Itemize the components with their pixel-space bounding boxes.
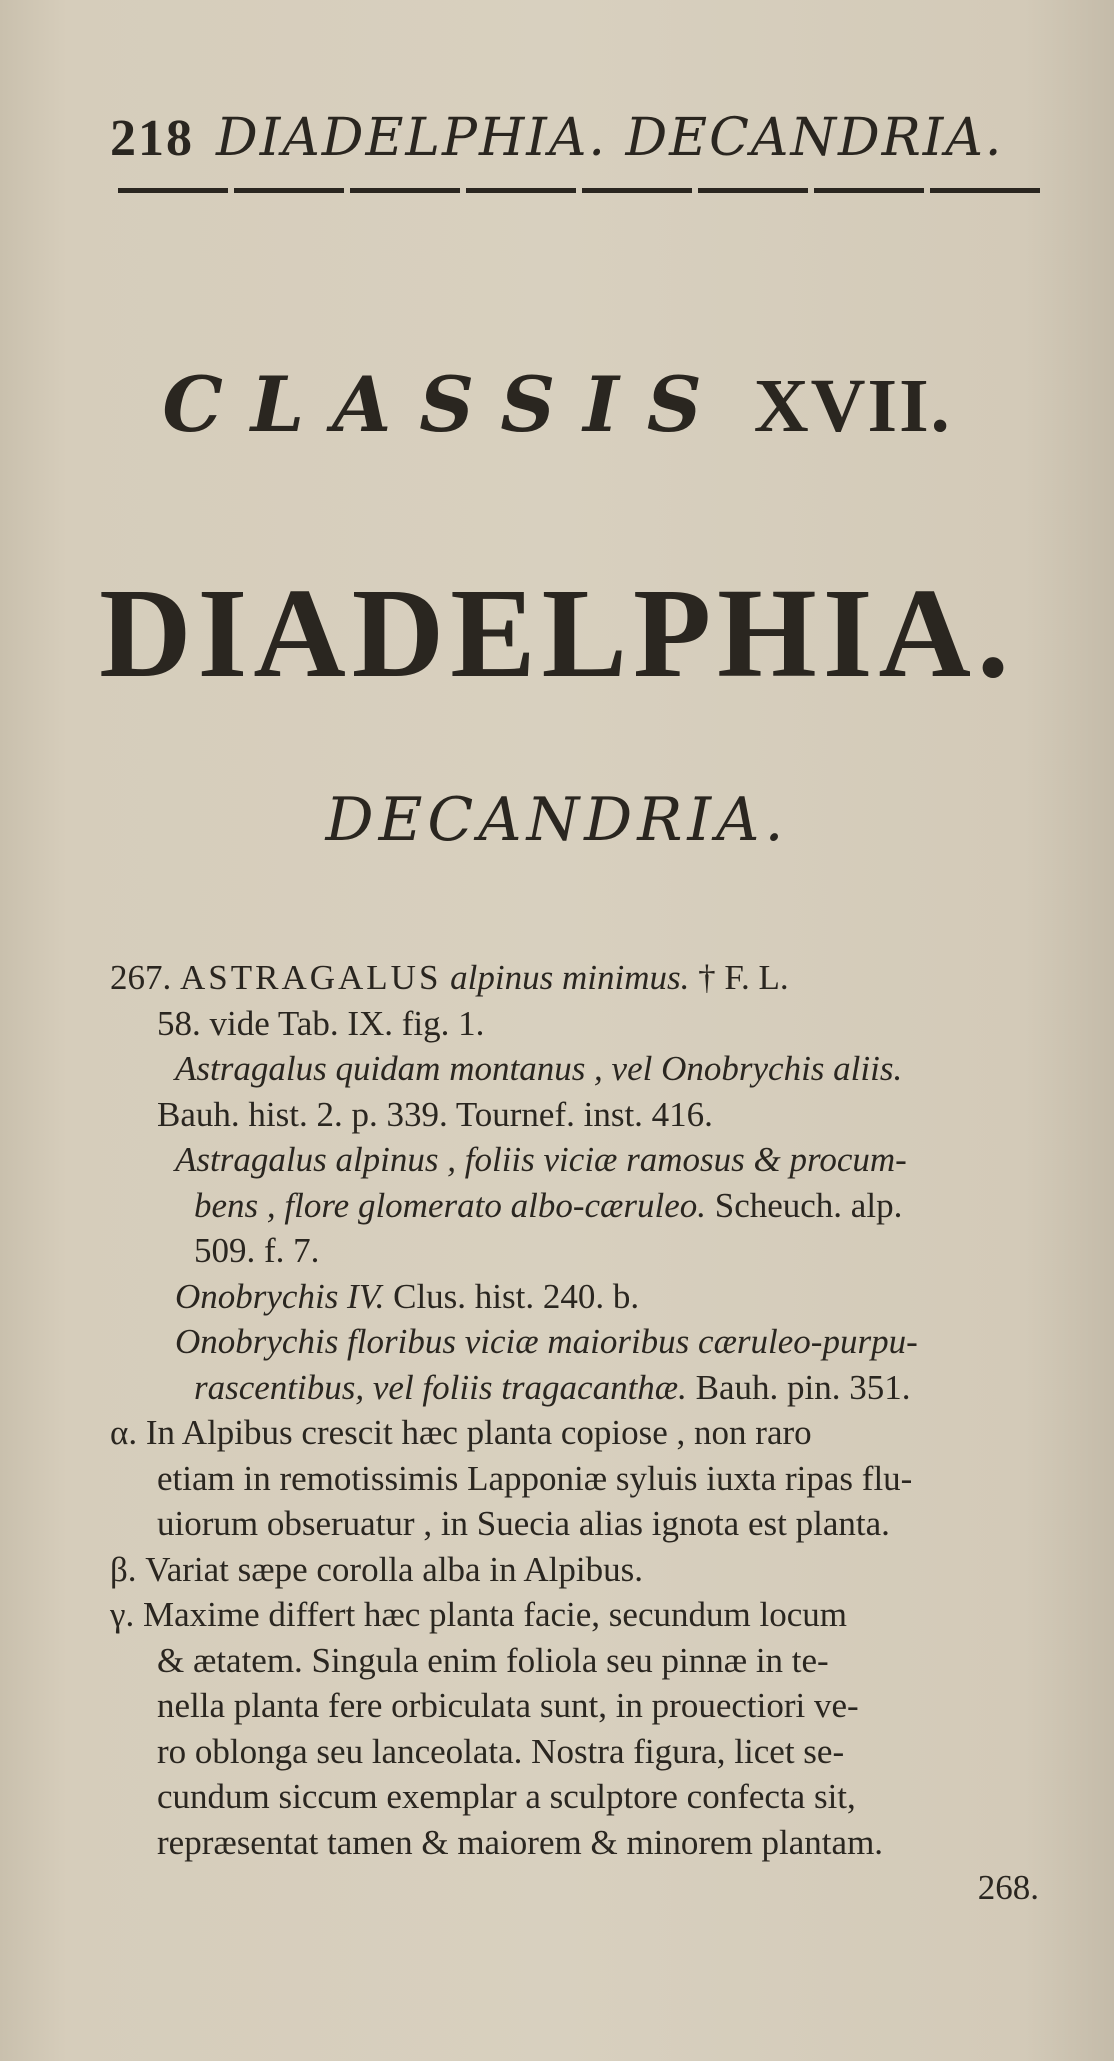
entry-number: 267. [110,958,172,997]
classis-heading [0,360,1114,450]
entry-line-4: Bauh. hist. 2. p. 339. Tournef. inst. 416. [157,1094,713,1134]
page-number: 218 [110,110,194,167]
synonym-line-3: Astragalus quidam montanus , vel Onobrychis aliis. [175,1049,903,1088]
entry-line-7: 509. f. 7. [194,1231,320,1270]
synonym-citation: Bauh. pin. 351. [695,1367,911,1407]
flora-reference: † F. L. [698,958,789,997]
note-line: uiorum obseruatur , in Suecia alias ignota est planta. [157,1504,890,1543]
entry-line-1 [110,955,1045,1001]
note-line: etiam in remotissimis Lapponiæ syluis iuxta ripas flu- [157,1458,913,1498]
running-head [110,108,1030,168]
synonym-italic: Onobrychis IV. [175,1276,385,1316]
synonym-line-5: Astragalus alpinus , foliis viciæ ramosus & procum- [175,1140,907,1179]
entry-line-2: 58. vide Tab. IX. fig. 1. [157,1003,485,1043]
note-beta-line: β. Variat sæpe corolla alba in Alpibus. [110,1549,643,1589]
catchword: 268. [977,1868,1039,1907]
synonym-line-9: Onobrychis floribus viciæ maioribus cæruleo-purpu- [175,1322,918,1361]
note-line: & ætatem. Singula enim foliola seu pinnæ in te- [157,1640,829,1680]
synonym-italic: rascentibus, vel foliis tragacanthæ. [194,1367,687,1407]
class-title: DIADELPHIA. [99,562,1015,704]
entry-line-6 [110,1183,1045,1229]
synonym-citation: Clus. hist. 240. b. [393,1276,640,1316]
classis-word: CLASSIS [162,360,730,449]
note-line: nella planta fere orbiculata sunt, in prouectiori ve- [157,1686,859,1725]
species-entry [110,955,1045,1911]
note-line: ro oblonga seu lanceolata. Nostra figura, licet se- [157,1731,845,1771]
order-title: DECANDRIA. [325,785,789,855]
running-title: DIADELPHIA. DECANDRIA. [216,108,1004,168]
classis-number: XVII. [753,364,952,448]
note-gamma-line: γ. Maxime differt hæc planta facie, secundum locum [110,1595,847,1634]
synonym-citation: Scheuch. alp. [714,1185,903,1225]
species-epithet: alpinus minimus. [450,958,690,997]
genus-name: ASTRAGALUS [180,958,442,997]
entry-line-8 [110,1274,1045,1320]
entry-line-10 [110,1365,1045,1411]
note-alpha-line: α. In Alpibus crescit hæc planta copiose , non raro [110,1413,812,1452]
header-rule [118,188,1043,193]
note-line: cundum siccum exemplar a sculptore confecta sit, [157,1777,856,1816]
note-line: repræsentat tamen & maiorem & minorem plantam. [157,1822,884,1862]
synonym-italic: bens , flore glomerato albo-cæruleo. [194,1185,706,1225]
